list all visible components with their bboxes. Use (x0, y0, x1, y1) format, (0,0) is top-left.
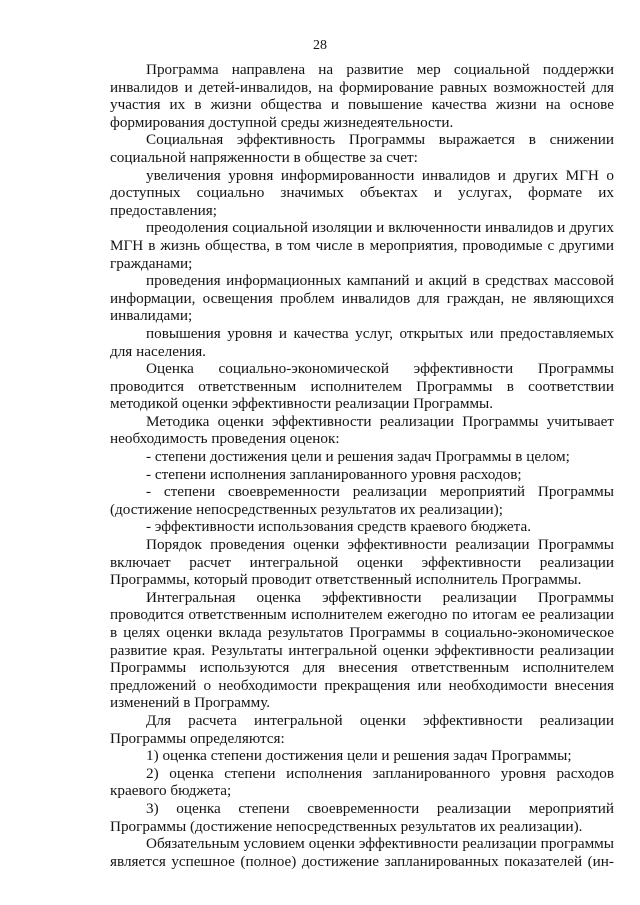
list-item-budget-efficiency: - эффективности использования средств краевого бюджета. (146, 518, 532, 536)
paragraph-program-purpose: Программа направлена на развитие мер социальной поддержки инвалидов и детей-инвалидов, на формирование равных возможностей для участия их в жизни общества и повышение качества жизни на основе формирования доступной среды жизнедеятельности. (110, 61, 614, 131)
paragraph-mandatory-condition: Обязательным условием оценки эффективности реализации программы является успешное (полное) достижение запланированных показателей (ин- (110, 835, 614, 870)
paragraph-social-effectiveness: Социальная эффективность Программы выражается в снижении социальной напряженности в обществе за счет: (110, 131, 614, 166)
page-number: 28 (313, 38, 327, 53)
paragraph-item-awareness: увеличения уровня информированности инвалидов и других МГН о доступных социально значимых объектах и услугах, формате их предоставления; (110, 166, 614, 219)
numbered-item-2: 2) оценка степени исполнения запланированного уровня расходов краевого бюджета; (110, 764, 614, 800)
paragraph-item-services: повышения уровня и качества услуг, открытых или предоставляемых для населения. (110, 324, 614, 360)
document-body (110, 61, 614, 870)
numbered-item-3: 3) оценка степени своевременности реализации мероприятий Программы (достижение непосредственных результатов их реализации). (110, 799, 614, 835)
paragraph-methodology: Методика оценки эффективности реализации Программы учитывает необходимость проведения оценок: (110, 412, 614, 448)
list-item-goal-achievement: - степени достижения цели и решения задач Программы в целом; (146, 448, 570, 466)
paragraph-calculation: Для расчета интегральной оценки эффективности реализации Программы определяются: (110, 711, 614, 747)
list-item-timeliness: - степени своевременности реализации мероприятий Программы (достижение непосредственных результатов их реализации); (110, 483, 614, 518)
paragraph-integral-assessment: Интегральная оценка эффективности реализации Программы проводится ответственным исполнителем ежегодно по итогам ее реализации в целях оценки вклада результатов Программы в социально-экономическое развитие края. Результаты интегральной оценки эффективности реализации Программы используются для внесения ответственным исполнителем предложений о необходимости прекращения или необходимости внесения изменений в Программу. (110, 588, 614, 712)
paragraph-item-campaigns: проведения информационных кампаний и акций в средствах массовой информации, освещения проблем инвалидов для граждан, не являющихся инвалидами; (110, 272, 614, 325)
paragraph-socioeconomic-assessment: Оценка социально-экономической эффективности Программы проводится ответственным исполнителем Программы в соответствии методикой оценки эффективности реализации Программы. (110, 360, 614, 413)
numbered-item-1: 1) оценка степени достижения цели и решения задач Программы; (146, 747, 572, 765)
paragraph-item-isolation: преодоления социальной изоляции и включенности инвалидов и других МГН в жизнь общества, в том числе в мероприятия, проводимые с другими гражданами; (110, 219, 614, 272)
list-item-expenditure: - степени исполнения запланированного уровня расходов; (146, 465, 522, 483)
paragraph-procedure: Порядок проведения оценки эффективности реализации Программы включает расчет интегральной оценки эффективности реализации Программы, который проводит ответственный исполнитель Программы. (110, 536, 614, 589)
